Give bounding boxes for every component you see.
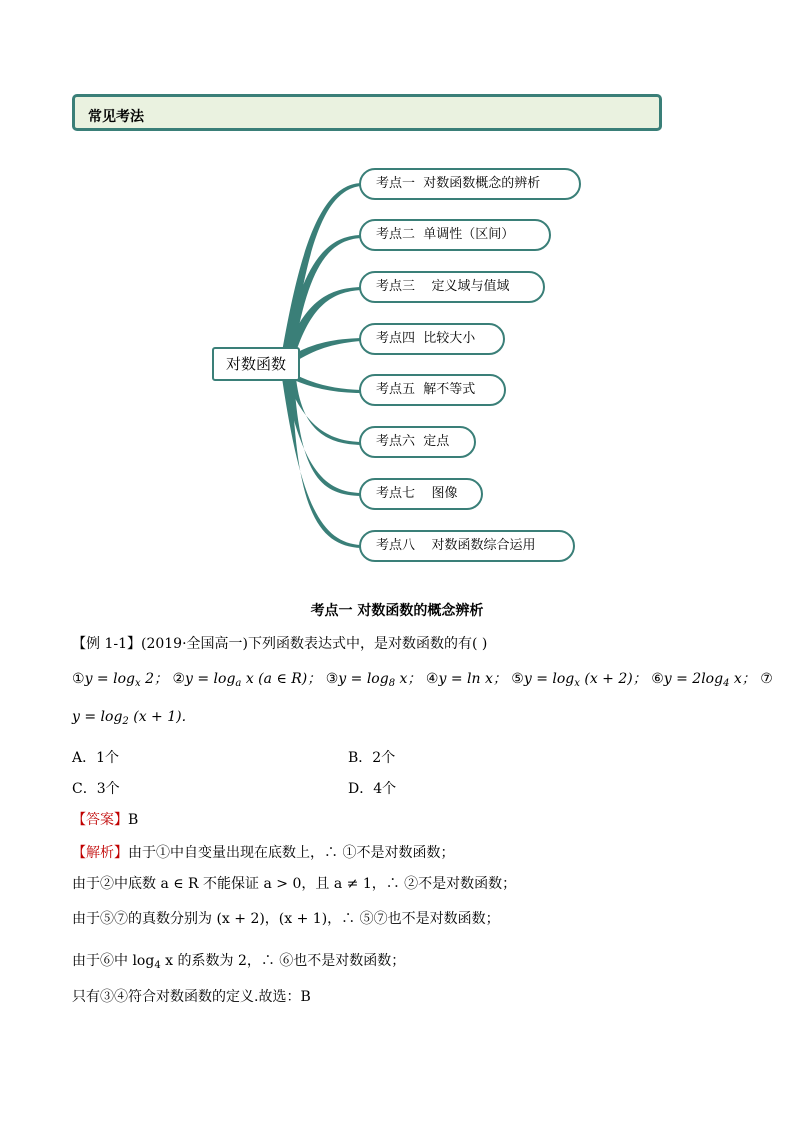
topic-title: 考点一 对数函数的概念辨析 — [310, 603, 484, 619]
mindmap-branch-1: 考点一 对数函数概念的辨析 — [359, 168, 581, 200]
mindmap-branch-8: 考点八 对数函数综合运用 — [359, 530, 575, 562]
mindmap-branch-7: 考点七 图像 — [359, 478, 483, 510]
item-4: y = ln x； — [438, 671, 507, 687]
item-6: y = 2log — [663, 671, 724, 687]
item-3-sub: 8 — [388, 678, 396, 689]
item-5-sub: x — [574, 678, 580, 689]
analysis-text-1: 由于①中自变量出现在底数上，∴ ①不是对数函数； — [128, 845, 455, 861]
analysis-text-4a: 由于⑥中 log — [72, 953, 155, 969]
analysis-text-4-sub: 4 — [154, 960, 161, 971]
item-3-num: ③ — [325, 671, 339, 687]
mindmap-branch-6: 考点六 定点 — [359, 426, 476, 458]
example-items-line-2 — [72, 709, 186, 727]
example-tag: 【例 1-1】 — [72, 636, 141, 652]
analysis-line-2: 由于②中底数 a ∈ R 不能保证 a > 0，且 a ≠ 1，∴ ②不是对数函数； — [72, 876, 517, 892]
item-6-num: ⑥ — [651, 671, 664, 687]
analysis-line-4 — [72, 950, 405, 971]
item-7-sub: 2 — [122, 716, 129, 727]
mindmap-branch-5: 考点五 解不等式 — [359, 374, 506, 406]
example-source: (2019·全国高一) — [141, 636, 249, 652]
mindmap-root: 对数函数 — [212, 347, 300, 381]
analysis-line-3: 由于⑤⑦的真数分别为 (x + 2)，(x + 1)，∴ ⑤⑦也不是对数函数； — [72, 911, 500, 927]
connector-4 — [290, 338, 361, 360]
item-7: y = log — [72, 709, 123, 725]
answer-tag: 【答案】 — [72, 812, 128, 828]
item-3-tail: x； — [395, 671, 422, 687]
connector-5 — [290, 372, 361, 393]
item-5-num: ⑤ — [511, 671, 524, 687]
item-1-sub: x — [134, 678, 141, 689]
item-1: y = log — [84, 671, 135, 687]
answer-value: B — [128, 812, 139, 828]
example-text: 下列函数表达式中，是对数函数的有( ) — [248, 636, 488, 652]
analysis-tag: 【解析】 — [72, 845, 128, 861]
item-6-sub: 4 — [723, 678, 730, 689]
item-4-num: ④ — [425, 671, 439, 687]
analysis-text-4b: x 的系数为 2，∴ ⑥也不是对数函数； — [160, 953, 406, 969]
item-1-tail: 2； — [140, 671, 168, 687]
item-6-tail: x； — [729, 671, 756, 687]
option-c[interactable]: C．3个 — [72, 781, 120, 797]
item-5: y = log — [523, 671, 575, 687]
item-2-tail: x (a ∈ R)； — [241, 671, 322, 687]
item-3: y = log — [338, 671, 389, 687]
answer-line — [72, 809, 138, 829]
option-b[interactable]: B．2个 — [348, 750, 396, 766]
item-2-sub: a — [235, 678, 242, 689]
example-question — [72, 633, 487, 653]
mindmap-branch-2: 考点二 单调性（区间） — [359, 219, 551, 251]
analysis-line-5: 只有③④符合对数函数的定义.故选：B — [72, 989, 311, 1005]
item-7-tail: (x + 1). — [128, 709, 187, 725]
item-2-num: ② — [172, 671, 185, 687]
mindmap-branch-3: 考点三 定义域与值域 — [359, 271, 545, 303]
option-d[interactable]: D．4个 — [348, 781, 397, 797]
item-1-num: ① — [72, 671, 85, 687]
section-title: 常见考法 — [88, 109, 144, 125]
example-items-line-1 — [72, 668, 773, 689]
item-2: y = log — [185, 671, 236, 687]
option-a[interactable]: A．1个 — [72, 750, 120, 766]
mindmap-branch-4: 考点四 比较大小 — [359, 323, 505, 355]
analysis-line-1 — [72, 842, 454, 862]
item-7-num: ⑦ — [760, 671, 773, 687]
item-5-tail: (x + 2)； — [579, 671, 647, 687]
